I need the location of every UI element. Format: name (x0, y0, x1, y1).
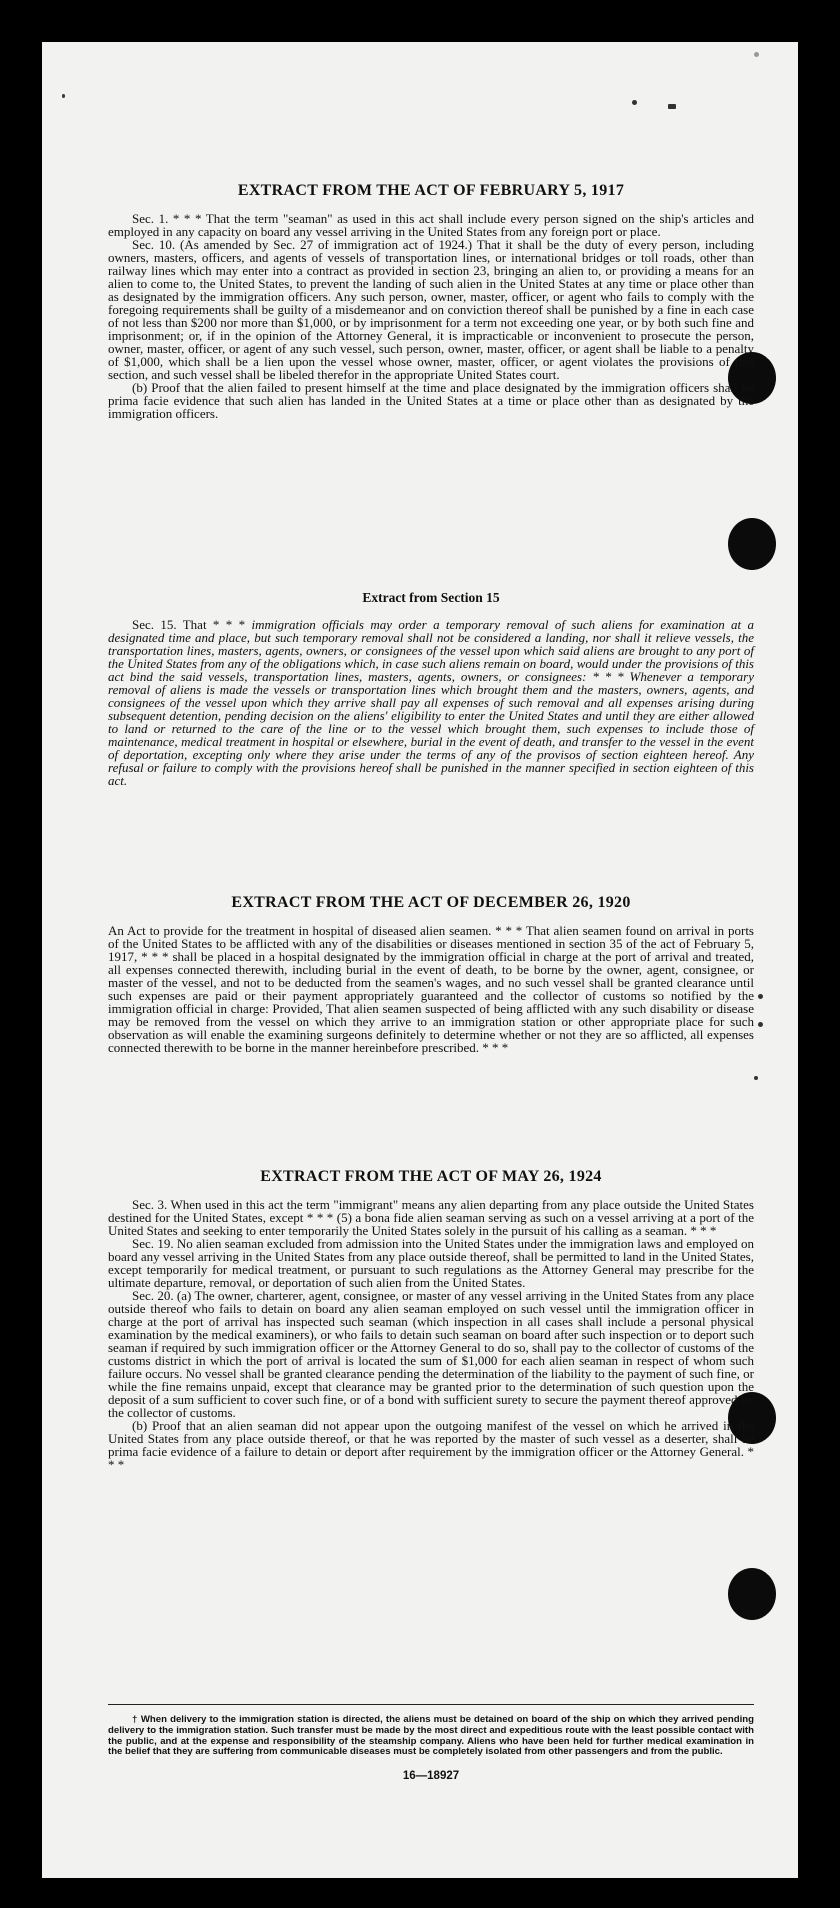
ink-speck (758, 994, 763, 999)
footnote-block (108, 1704, 754, 1782)
section-1917 (108, 182, 754, 420)
punch-hole (728, 518, 776, 570)
paragraph-sec-10: Sec. 10. (As amended by Sec. 27 of immigration act of 1924.) That it shall be the duty of every person, including owners, masters, officers, and agents of vessels of transportation lines, or international bridges or toll roads, other than railway lines which may enter into a contract as provided in section 23, bringing an alien to, or providing a means for an alien to come to, the United States, to prevent the landing of such alien in the United States at any time or place other than as designated by the immigration officers. Any such person, owner, master, officer, or agent who fails to comply with the foregoing requirements shall be guilty of a misdemeanor and on conviction thereof shall be punished by a fine in each case of not less than $200 nor more than $1,000, or by imprisonment for a term not exceeding one year, or by both such fine and imprisonment; or, if in the opinion of the Attorney General, it is impracticable or inconvenient to prosecute the person, owner, master, officer, or agent of any such vessel, such person, owner, master, officer, or agent shall be liable to a penalty of $1,000, which shall be a lien upon the vessel whose owner, master, officer, or agent violates the provisions of this section, and such vessel shall be libeled therefor in the appropriate United States court. (108, 237, 754, 382)
ink-speck (632, 100, 637, 105)
heading-act-1917: EXTRACT FROM THE ACT OF FEBRUARY 5, 1917 (237, 182, 625, 199)
footnote-text: † When delivery to the immigration station is directed, the aliens must be detained on board of the ship on which they arrived pending delivery to the immigration station. Such transfer must be made by the most direct and expeditious route with the least possible contact with the public, and at the expense and responsibility of the steamship company. Aliens who have been held for further medical examination in the belief that they are suffering from communicable diseases must be completely isolated from other passengers and from the public. (108, 1714, 754, 1758)
section-1924 (108, 1168, 754, 1471)
heading-act-1924: EXTRACT FROM THE ACT OF MAY 26, 1924 (260, 1168, 602, 1185)
paragraph-sec-10-b: (b) Proof that the alien failed to present himself at the time and place designated by the immigration officers shall be prima facie evidence that such alien has landed in the United States at a time or place other than as designated by the immigration officers. (108, 380, 754, 421)
document-page (42, 42, 798, 1878)
ink-speck (754, 1076, 758, 1080)
section-15-extract (108, 590, 754, 787)
sec-15-text: immigration officials may order a temporary removal of such aliens for examination at a designated time and place, but such temporary removal shall not be considered a landing, nor shall it relieve vessels, the transportation lines, masters, agents, owners, or consignees of the vessel upon which said aliens are brought to any port of the United States from any of the obligations which, in case such aliens remain on board, would under the provisions of this act bind the said vessels, transportation lines, masters, agents, owners, or consignees: * * * Whenever a temporary removal of aliens is made the vessels or transportation lines which brought them and the masters, owners, agents, and consignees of the vessel upon which they arrive shall pay all expenses of such removal and all expenses arising during subsequent detention, pending decision on the aliens' eligibility to enter the United States and until they are either allowed to land or returned to the care of the line or to the vessel which brought them, such expenses to include those of maintenance, medical treatment in hospital or elsewhere, burial in the event of death, and transfer to the vessel in the event of deportation, excepting only where they arise under the terms of any of the provisos of section eighteen hereof. Any refusal or failure to comply with the provisions hereof shall be punished in the manner specified in section eighteen of this act. (108, 617, 755, 788)
ink-speck (668, 104, 676, 109)
punch-hole (728, 1568, 776, 1620)
sec-15-lead: Sec. 15. That * * * (132, 617, 246, 632)
paragraph-sec-1: Sec. 1. * * * That the term "seaman" as used in this act shall include every person signed on the ship's articles and employed in any capacity on board any vessel arriving in the United States from any foreign port or place. (108, 211, 754, 239)
heading-section-15: Extract from Section 15 (362, 590, 500, 605)
section-1920 (108, 894, 754, 1054)
ink-speck (754, 52, 759, 57)
paragraph-sec-3: Sec. 3. When used in this act the term "immigrant" means any alien departing from any place outside the United States destined for the United States, except * * * (5) a bona fide alien seaman serving as such on a vessel arriving at a port of the United States and seeking to enter temporarily the United States solely in the pursuit of his calling as a seaman. * * * (108, 1197, 754, 1238)
ink-speck (758, 1022, 763, 1027)
paragraph-sec-19: Sec. 19. No alien seaman excluded from admission into the United States under the immigration laws and employed on board any vessel arriving in the United States from any place outside thereof, shall be permitted to land in the United States, except temporarily for medical treatment, or pursuant to such regulations as the Attorney General may prescribe for the ultimate departure, removal, or deportation of such alien from the United States. (108, 1236, 754, 1290)
footnote-divider (108, 1704, 754, 1705)
paragraph-sec-20: Sec. 20. (a) The owner, charterer, agent, consignee, or master of any vessel arriving in the United States from any place outside thereof who fails to detain on board any alien seaman employed on such vessel until the immigration officer in charge at the port of arrival has inspected such seaman (which inspection in all cases shall include a personal physical examination by the medical examiners), or who fails to detain such seaman on board after such inspection or to deport such seaman if required by such immigration officer or the Attorney General to do so, shall pay to the collector of customs of the customs district in which the port of arrival is located the sum of $1,000 for each alien seaman in respect of whom such failure occurs. No vessel shall be granted clearance pending the determination of the liability to the payment of such fine, or while the fine remains unpaid, except that clearance may be granted prior to the determination of such question upon the deposit of a sum sufficient to cover such fine, or of a bond with sufficient surety to secure the payment thereof approved by the collector of customs. (108, 1288, 754, 1420)
paragraph-sec-15 (108, 618, 754, 787)
heading-act-1920: EXTRACT FROM THE ACT OF DECEMBER 26, 1920 (231, 894, 631, 911)
ink-speck (62, 94, 65, 98)
paragraph-act-1920: An Act to provide for the treatment in hospital of diseased alien seamen. * * * That alien seamen found on arrival in ports of the United States to be afflicted with any of the disabilities or diseases mentioned in section 35 of the act of February 5, 1917, * * * shall be placed in a hospital designated by the immigration official in charge at the port of arrival and treated, all expenses connected therewith, including burial in the event of death, to be borne by the owner, agent, consignee, or master of the vessel, and not to be deducted from the seamen's wages, and no such vessel shall be granted clearance until such expenses are paid or their payment appropriately guaranteed and the collector of customs so notified by the immigration official in charge: Provided, That alien seamen suspected of being afflicted with any such disability or disease may be removed from the vessel on which they arrive to an immigration station or other appropriate place for such observation as will enable the examining surgeons definitely to determine whether or not they are so afflicted, all expenses connected therewith to be borne in the manner hereinbefore prescribed. * * * (108, 923, 754, 1055)
form-number: 16—18927 (402, 1770, 460, 1783)
paragraph-sec-20-b: (b) Proof that an alien seaman did not appear upon the outgoing manifest of the vessel on which he arrived in the United States from any place outside thereof, or that he was reported by the master of such vessel as a deserter, shall be prima facie evidence of a failure to detain or deport after requirement by the immigration officer or the Attorney General. * * * (108, 1418, 754, 1472)
